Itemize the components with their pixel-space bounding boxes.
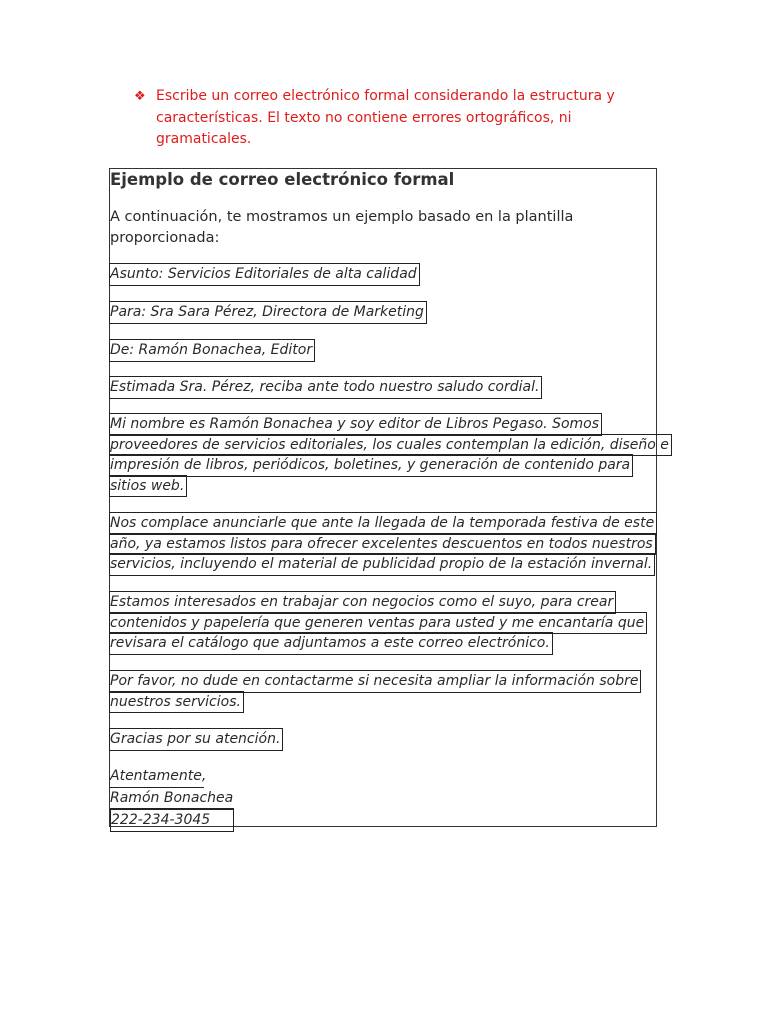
email-paragraph-4 [110,671,640,712]
signoff: Atentamente, [110,766,204,788]
paragraph-line: contenidos y papelería que generen ventas para usted y me encantaría que [110,613,646,634]
email-closing [110,766,234,832]
paragraph-line: nuestros servicios. [110,692,243,713]
paragraph-line: sitios web. [110,476,186,497]
email-thanks [110,729,282,750]
paragraph-line: Estamos interesados en trabajar con negocios como el suyo, para crear [110,592,615,613]
greeting-line: Estimada Sra. Pérez, reciba ante todo nuestro saludo cordial. [110,377,541,398]
example-title: Ejemplo de correo electrónico formal [110,170,455,189]
example-intro: A continuación, te mostramos un ejemplo basado en la plantilla proporcionada: [110,209,574,246]
email-subject [110,264,419,285]
paragraph-line: servicios, incluyendo el material de publicidad propio de la estación invernal. [110,554,654,575]
instruction-text: Escribe un correo electrónico formal considerando la estructura y características. El texto no contiene errores ortográficos, ni gramaticales. [156,88,615,147]
paragraph-line: revisara el catálogo que adjuntamos a este correo electrónico. [110,633,552,654]
instruction [134,86,634,151]
email-paragraph-2 [110,513,656,575]
paragraph-line: Nos complace anunciarle que ante la llegada de la temporada festiva de este [110,513,656,534]
diamond-bullet-icon: ❖ [134,89,146,104]
email-from [110,340,314,361]
paragraph-line: impresión de libros, periódicos, boletines, y generación de contenido para [110,455,632,476]
email-greeting [110,377,541,398]
from-line: De: Ramón Bonachea, Editor [110,340,314,361]
thanks-line: Gracias por su atención. [110,729,282,750]
email-paragraph-3 [110,592,646,654]
paragraph-line: proveedores de servicios editoriales, los cuales contemplan la edición, diseño e [110,435,671,456]
email-paragraph-1 [110,414,671,496]
email-to [110,302,426,323]
paragraph-line: año, ya estamos listos para ofrecer excelentes descuentos en todos nuestros [110,534,655,555]
sender-phone: 222-234-3045 [110,809,234,832]
paragraph-line: Mi nombre es Ramón Bonachea y soy editor de Libros Pegaso. Somos [110,414,601,435]
sender-name: Ramón Bonachea [110,788,234,810]
paragraph-line: Por favor, no dude en contactarme si necesita ampliar la información sobre [110,671,640,692]
subject-line: Asunto: Servicios Editoriales de alta calidad [110,264,419,285]
to-line: Para: Sra Sara Pérez, Directora de Marketing [110,302,426,323]
